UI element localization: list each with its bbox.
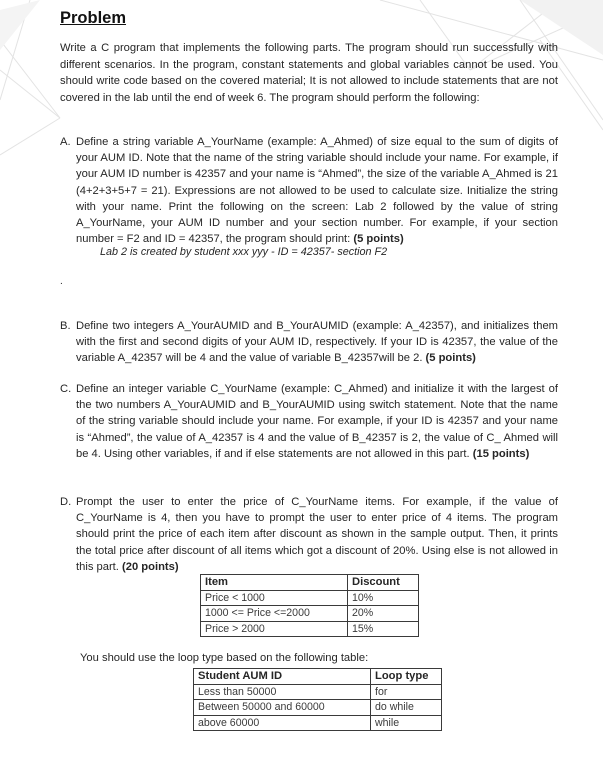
points-badge: (15 points) bbox=[472, 447, 530, 460]
table-cell: above 60000 bbox=[194, 715, 371, 731]
part-letter: A. bbox=[60, 136, 71, 148]
example-output: Lab 2 is created by student xxx yyy - ID = 42357- section F2 bbox=[100, 246, 388, 258]
table-cell: for bbox=[371, 684, 442, 700]
part-letter: C. bbox=[60, 383, 72, 395]
points-badge: (5 points) bbox=[425, 352, 476, 365]
table-row bbox=[194, 715, 442, 731]
table-row bbox=[194, 684, 442, 700]
points-badge: (20 points) bbox=[122, 560, 179, 573]
column-header: Discount bbox=[348, 575, 419, 591]
table-cell: Price < 1000 bbox=[201, 590, 348, 606]
table-row bbox=[201, 621, 419, 637]
table-cell: while bbox=[371, 715, 442, 731]
column-header: Student AUM ID bbox=[194, 669, 371, 685]
table-cell: 15% bbox=[348, 621, 419, 637]
part-a bbox=[60, 134, 558, 247]
part-letter: D. bbox=[60, 496, 72, 508]
column-header: Loop type bbox=[371, 669, 442, 685]
table-header-row bbox=[194, 669, 442, 685]
part-c bbox=[60, 381, 558, 462]
table-row bbox=[194, 700, 442, 716]
table-cell: Price > 2000 bbox=[201, 621, 348, 637]
table-cell: 10% bbox=[348, 590, 419, 606]
stray-mark: . bbox=[60, 276, 63, 287]
points-badge: (5 points) bbox=[353, 233, 404, 246]
table-cell: Less than 50000 bbox=[194, 684, 371, 700]
discount-table bbox=[200, 574, 419, 637]
part-text: Define two integers A_YourAUMID and B_YourAUMID (example: A_42357), and initializes them with the first and second digits of your AUM ID, respectively. If your ID is 42357, the value of the variable A_42357 will be 4 and the value of variable B_42357will be 2. bbox=[76, 320, 558, 365]
table-header-row bbox=[201, 575, 419, 591]
part-d bbox=[60, 494, 558, 575]
part-text: Define a string variable A_YourName (example: A_Ahmed) of size equal to the sum of digits of your AUM ID. Note that the name of the string variable should include your name. For example, if your AUM ID number is 42357 and your name is “Ahmed”, the size of the variable A_Ahmed is 21 (4+2+3+5+7 = 21). Expressions are not allowed to be used to calculate size. Initialize the string with your name. Print the following on the screen: Lab 2 followed by the value of string A_YourName, your AUM ID number and your section number. For example, if your section number = F2 and ID = 42357, the program should print: bbox=[76, 136, 558, 246]
table-row bbox=[201, 590, 419, 606]
intro-paragraph: Write a C program that implements the following parts. The program should run successfully with different scenarios. In the program, constant statements and global variables cannot be used. You should write code based on the covered material; It is not allowed to include statements that are not covered in the lab until the end of week 6. The program should perform the following: bbox=[60, 42, 558, 104]
table-cell: Between 50000 and 60000 bbox=[194, 700, 371, 716]
page-title: Problem bbox=[60, 9, 127, 27]
column-header: Item bbox=[201, 575, 348, 591]
part-b bbox=[60, 318, 558, 367]
part-text: Define an integer variable C_YourName (example: C_Ahmed) and initialize it with the largest of the two numbers A_YourAUMID and B_YourAUMID using switch statement. Note that the name of the string variable should include your name. For example, if your ID is 42357 and your name is “Ahmed”, the value of A_42357 is 4 and the value of B_42357 is 2, the value of C_ Ahmed will be 4. Using other variables, if and if else statements are not allowed in this part. bbox=[76, 383, 558, 460]
loop-table bbox=[193, 668, 442, 731]
table-cell: 20% bbox=[348, 606, 419, 622]
table-cell: do while bbox=[371, 700, 442, 716]
table-row bbox=[201, 606, 419, 622]
part-text: Prompt the user to enter the price of C_YourName items. For example, if the value of C_YourName is 4, then you have to prompt the user to enter price of 4 items. The program should print the price of each item after discount as shown in the sample output. Then, it prints the total price after discount of all items which got a discount of 20%. Using else is not allowed in this part. bbox=[76, 496, 558, 573]
loop-note: You should use the loop type based on the following table: bbox=[80, 652, 369, 664]
table-cell: 1000 <= Price <=2000 bbox=[201, 606, 348, 622]
part-letter: B. bbox=[60, 320, 71, 332]
